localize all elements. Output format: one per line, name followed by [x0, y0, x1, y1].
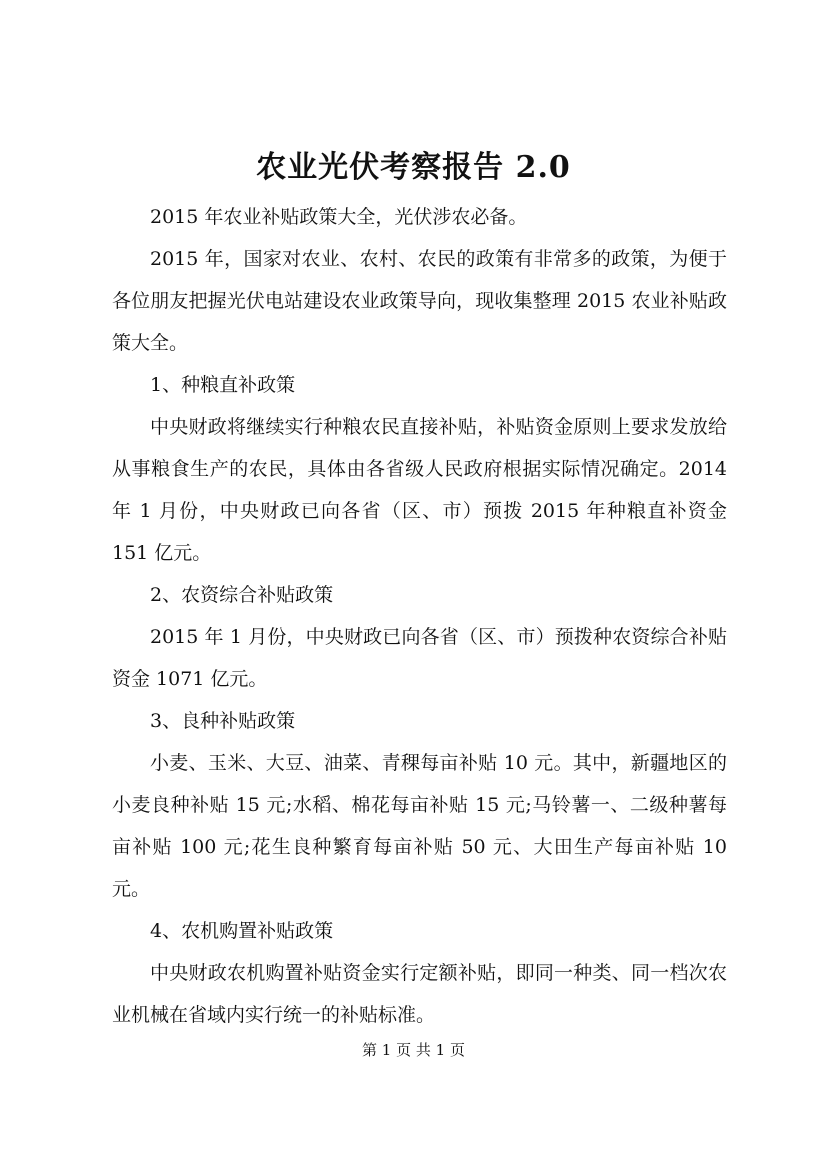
- paragraph-machinery-subsidy: 中央财政农机购置补贴资金实行定额补贴，即同一种类、同一档次农业机械在省域内实行统一的补贴标准。: [112, 962, 727, 1026]
- section-heading-agri-materials-subsidy: 2、农资综合补贴政策: [150, 584, 334, 606]
- page-footer: 第 1 页 共 1 页: [362, 1041, 465, 1059]
- paragraph-intro: 2015 年农业补贴政策大全，光伏涉农必备。: [150, 206, 528, 228]
- section-heading-grain-subsidy: 1、种粮直补政策: [150, 374, 296, 396]
- section-heading-machinery-subsidy: 4、农机购置补贴政策: [150, 920, 334, 942]
- paragraph-seed-subsidy: 小麦、玉米、大豆、油菜、青稞每亩补贴 10 元。其中，新疆地区的小麦良种补贴 15 元;水稻、棉花每亩补贴 15 元;马铃薯一、二级种薯每亩补贴 100 元;花生良种繁育每亩补贴 50 元、大田生产每亩补贴 10 元。: [112, 752, 727, 900]
- section-heading-seed-subsidy: 3、良种补贴政策: [150, 710, 296, 732]
- document-body: [112, 196, 727, 1036]
- document-title: 农业光伏考察报告 2.0: [256, 150, 571, 185]
- paragraph-overview: 2015 年，国家对农业、农村、农民的政策有非常多的政策，为便于各位朋友把握光伏电站建设农业政策导向，现收集整理 2015 农业补贴政策大全。: [112, 248, 727, 354]
- paragraph-grain-subsidy: 中央财政将继续实行种粮农民直接补贴，补贴资金原则上要求发放给从事粮食生产的农民，具体由各省级人民政府根据实际情况确定。2014 年 1 月份，中央财政已向各省（区、市）预拨 2015 年种粮直补资金 151 亿元。: [112, 416, 727, 564]
- paragraph-agri-materials-subsidy: 2015 年 1 月份，中央财政已向各省（区、市）预拨种农资综合补贴资金 1071 亿元。: [112, 626, 727, 690]
